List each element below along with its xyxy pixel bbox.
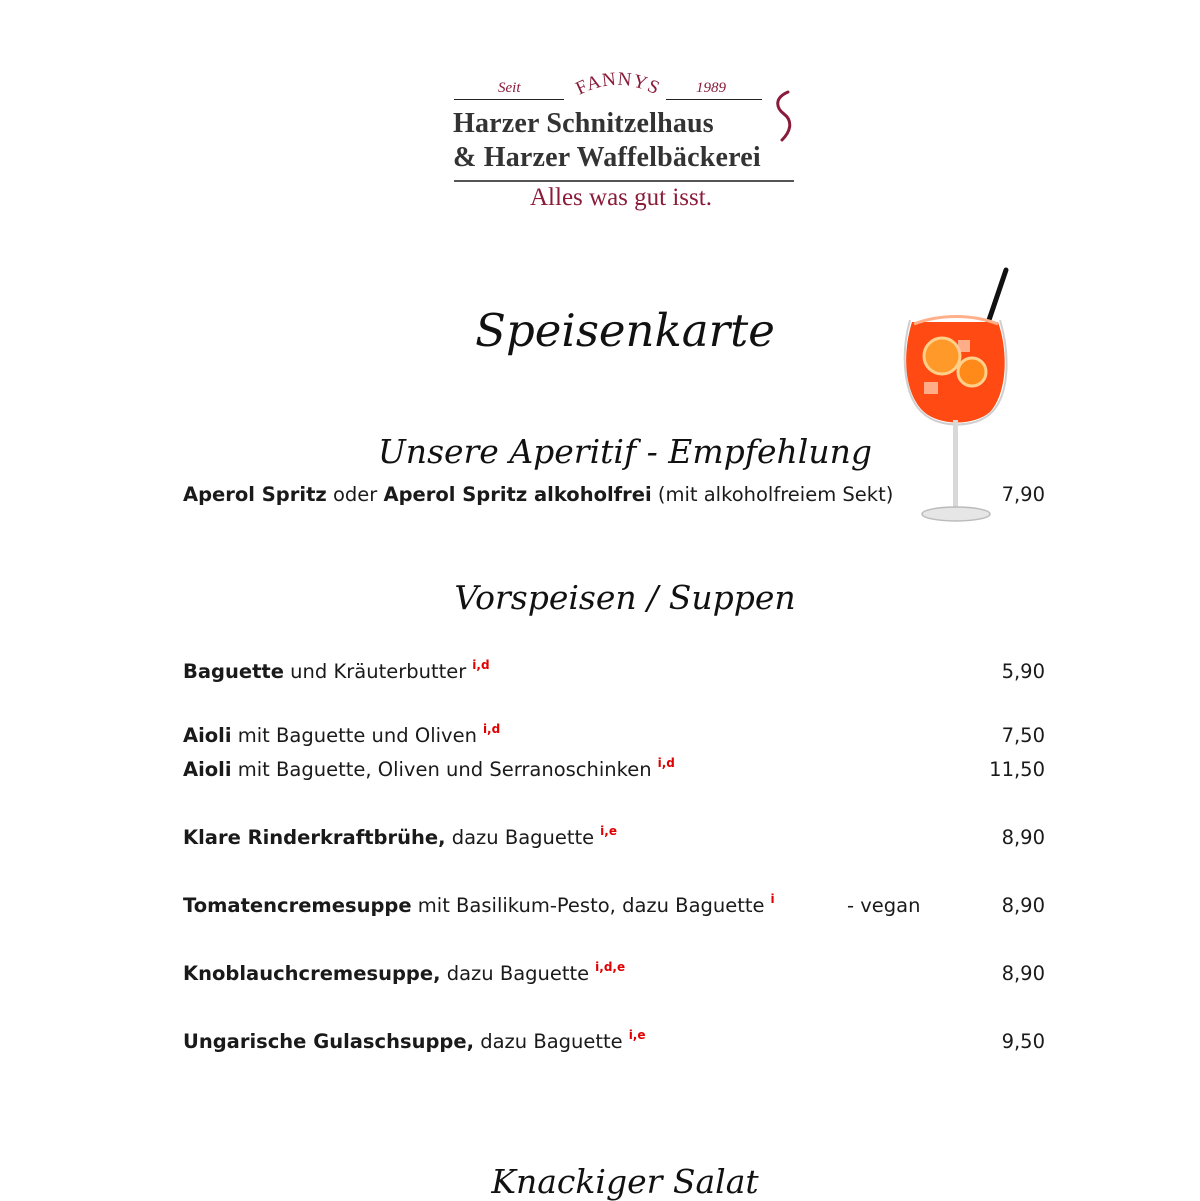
item-description: mit Baguette und Oliven <box>231 724 477 747</box>
item-name: Aioli <box>183 758 232 781</box>
item-price: 11,50 <box>989 758 1045 781</box>
logo-tagline: Alles was gut isst. <box>530 184 712 211</box>
item-name-2: Aperol Spritz alkoholfrei <box>383 483 652 506</box>
allergen-codes: i,d <box>482 722 501 736</box>
item-name: Tomatencremesuppe <box>183 894 412 917</box>
restaurant-logo <box>450 66 800 226</box>
item-description: dazu Baguette <box>474 1030 623 1053</box>
section-heading-vorspeisen: Vorspeisen / Suppen <box>454 578 796 617</box>
allergen-codes: i,d <box>472 658 490 672</box>
logo-rule-left <box>454 99 564 100</box>
item-name: Klare Rinderkraftbrühe, <box>183 826 446 849</box>
menu-item <box>183 724 1045 752</box>
item-name: Aioli <box>183 724 232 747</box>
menu-item <box>183 962 1045 990</box>
menu-item <box>183 758 1045 786</box>
item-price: 7,50 <box>1001 724 1045 747</box>
item-price: 9,50 <box>1001 1030 1045 1053</box>
allergen-codes: i,d,e <box>595 960 626 974</box>
logo-fannys-wordmark <box>568 68 668 104</box>
logo-year: 1989 <box>696 80 726 96</box>
allergen-codes: i,e <box>628 1028 646 1042</box>
logo-name-line2: & Harzer Waffelbäckerei <box>453 142 761 173</box>
section-heading-salat: Knackiger Salat <box>491 1162 759 1201</box>
item-price: 8,90 <box>1001 826 1045 849</box>
item-price: 7,90 <box>1001 483 1045 506</box>
menu-item-aperol <box>183 483 1045 511</box>
item-name: Baguette <box>183 660 284 683</box>
vegan-tag: - vegan <box>847 894 921 917</box>
logo-rule-right <box>666 99 762 100</box>
allergen-codes: i,e <box>600 824 617 838</box>
item-price: 5,90 <box>1001 660 1045 683</box>
logo-name-line1: Harzer Schnitzelhaus <box>453 108 714 139</box>
item-price: 8,90 <box>1001 962 1045 985</box>
page-title: Speisenkarte <box>475 304 775 357</box>
allergen-codes: i,d <box>657 756 675 770</box>
item-name: Ungarische Gulaschsuppe, <box>183 1030 475 1053</box>
logo-rule-bottom <box>454 180 794 182</box>
item-price: 8,90 <box>1001 894 1045 917</box>
item-description: und Kräuterbutter <box>283 660 467 683</box>
item-name: Knoblauchcremesuppe, <box>183 962 441 985</box>
item-description: dazu Baguette <box>445 826 595 849</box>
item-name: Aperol Spritz <box>183 483 327 506</box>
svg-text:FANNYS: FANNYS <box>572 68 664 100</box>
allergen-codes: i <box>770 892 775 906</box>
menu-item <box>183 894 1045 922</box>
item-description: dazu Baguette <box>440 962 590 985</box>
item-connector: oder <box>326 483 384 506</box>
logo-swirl-icon <box>770 90 800 142</box>
item-detail: (mit alkoholfreiem Sekt) <box>651 483 894 506</box>
logo-seit: Seit <box>498 80 521 96</box>
item-description: mit Basilikum-Pesto, dazu Baguette <box>411 894 765 917</box>
menu-item <box>183 660 1045 688</box>
menu-item <box>183 826 1045 854</box>
menu-item <box>183 1030 1045 1058</box>
item-description: mit Baguette, Oliven und Serranoschinken <box>231 758 652 781</box>
section-heading-aperitif: Unsere Aperitif - Empfehlung <box>378 432 872 471</box>
